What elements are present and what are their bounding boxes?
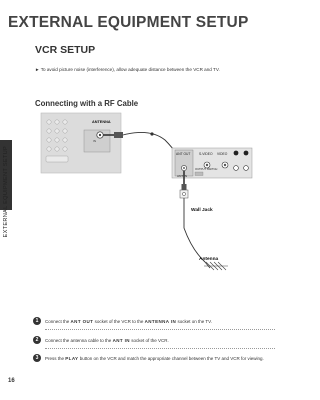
page-title: EXTERNAL EQUIPMENT SETUP: [8, 14, 249, 31]
antenna-cable: [180, 171, 210, 268]
vcr-ant-in-label: ANT IN: [177, 174, 188, 178]
step-2-text: Connect the antenna cable to the ANT IN socket of the VCR.: [45, 337, 169, 343]
vcr-output-switch-label: OUTPUT SWITCH: [195, 168, 218, 171]
antenna-icon: [204, 262, 228, 270]
antenna-label: Antenna: [199, 257, 219, 262]
step-1-text: Connect the ANT OUT socket of the VCR to the ANTENNA IN socket on the TV.: [45, 318, 212, 324]
vcr-ant-out-label: ANT OUT: [176, 152, 191, 156]
page-number: 16: [8, 378, 15, 384]
sidebar-label: EXTERNAL EQUIPMENT SETUP: [3, 146, 9, 238]
vcr-video-label: VIDEO: [217, 152, 228, 156]
vcr-s-video-label: S-VIDEO: [199, 152, 213, 156]
section-note: ► To avoid picture noise (interference), allow adequate distance between the VCR and TV.: [35, 67, 220, 72]
step-3-number: 3: [33, 354, 41, 362]
step-divider: [45, 329, 275, 330]
step-2-number: 2: [33, 336, 41, 344]
wall-jack-label: Wall Jack: [191, 208, 213, 213]
subsection-title: Connecting with a RF Cable: [35, 99, 139, 108]
section-title: VCR SETUP: [35, 44, 96, 56]
step-3-text: Press the PLAY button on the VCR and match the appropriate channel between the TV and VCR for viewing.: [45, 355, 264, 361]
step-divider: [45, 348, 275, 349]
tv-antenna-sublabel: IN: [93, 139, 96, 143]
step-1-number: 1: [33, 317, 41, 325]
tv-antenna-label: ANTENNA: [92, 120, 111, 124]
